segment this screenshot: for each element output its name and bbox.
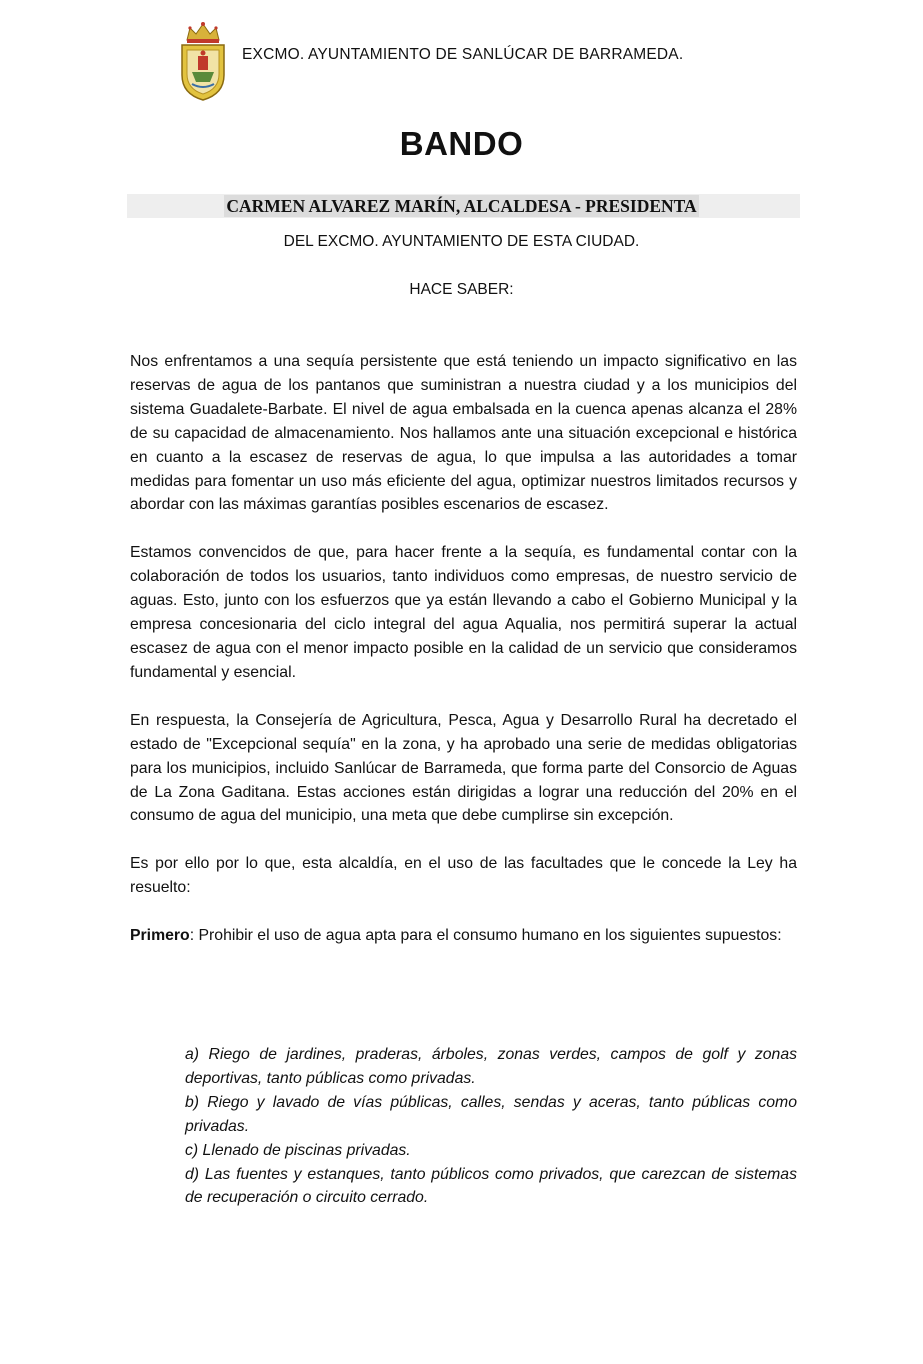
- paragraph-4: Es por ello por lo que, esta alcaldía, en el uso de las facultades que le concede la Ley ha resuelto:: [130, 855, 797, 897]
- prohibition-list: [185, 1043, 797, 1210]
- list-item-b: b) Riego y lavado de vías públicas, calles, sendas y aceras, tanto públicas como privadas.: [185, 1093, 797, 1135]
- coat-of-arms-icon: [178, 20, 228, 102]
- mayor-name: CARMEN ALVAREZ MARÍN, ALCALDESA - PRESIDENTA: [226, 196, 697, 216]
- document-body: [130, 350, 797, 948]
- paragraph-3: En respuesta, la Consejería de Agricultura, Pesca, Agua y Desarrollo Rural ha decretado el estado de "Excepcional sequía" en la zona, y ha aprobado una serie de medidas obligatorias para los municipios, incluido Sanlúcar de Barrameda, que forma parte del Consorcio de Aguas de La Zona Gaditana. Estas acciones están dirigidas a lograr una reducción del 20% en el consumo de agua del municipio, una meta que debe cumplirse sin excepción.: [130, 711, 797, 825]
- list-item-c: c) Llenado de piscinas privadas.: [185, 1141, 411, 1159]
- paragraph-2: Estamos convencidos de que, para hacer frente a la sequía, es fundamental contar con la colaboración de todos los usuarios, tanto individuos como empresas, de nuestro servicio de aguas. Esto, junto con los esfuerzos que ya están llevando a cabo el Gobierno Municipal y la empresa concesionaria del ciclo integral del agua Aqualia, nos permitirá superar la actual escasez de agua con el menor impacto posible en la calidad de un servicio que consideramos fundamental y esencial.: [130, 544, 797, 681]
- first-label: Primero: [130, 927, 190, 945]
- council-line: DEL EXCMO. AYUNTAMIENTO DE ESTA CIUDAD.: [283, 233, 640, 250]
- list-item-a: a) Riego de jardines, praderas, árboles, zonas verdes, campos de golf y zonas deportivas, tanto públicas como privadas.: [185, 1046, 797, 1087]
- mayor-line: [0, 196, 923, 217]
- letterhead: [178, 20, 683, 102]
- resolution-first: [130, 924, 797, 948]
- document-title: BANDO: [399, 125, 524, 162]
- paragraph-1: Nos enfrentamos a una sequía persistente que está teniendo un impacto significativo en las reservas de agua de los pantanos que suministran a nuestra ciudad y a los municipios del sistema Guadalete-Barbate. El nivel de agua embalsada en la cuenca apenas alcanza el 28% de su capacidad de almacenamiento. Nos hallamos ante una situación excepcional e histórica en cuanto a la escasez de reservas de agua, lo que impulsa a las autoridades a tomar medidas para fomentar un uso más eficiente del agua, optimizar nuestros limitados recursos y abordar con las máximas garantías posibles escenarios de escasez.: [130, 353, 797, 514]
- first-text: : Prohibir el uso de agua apta para el consumo humano en los siguientes supuestos:: [189, 927, 782, 945]
- announcement-line: HACE SABER:: [409, 281, 514, 298]
- institution-name: EXCMO. AYUNTAMIENTO DE SANLÚCAR DE BARRAMEDA.: [242, 46, 684, 63]
- list-item-d: d) Las fuentes y estanques, tanto públicos como privados, que carezcan de sistemas de recuperación o circuito cerrado.: [185, 1165, 797, 1207]
